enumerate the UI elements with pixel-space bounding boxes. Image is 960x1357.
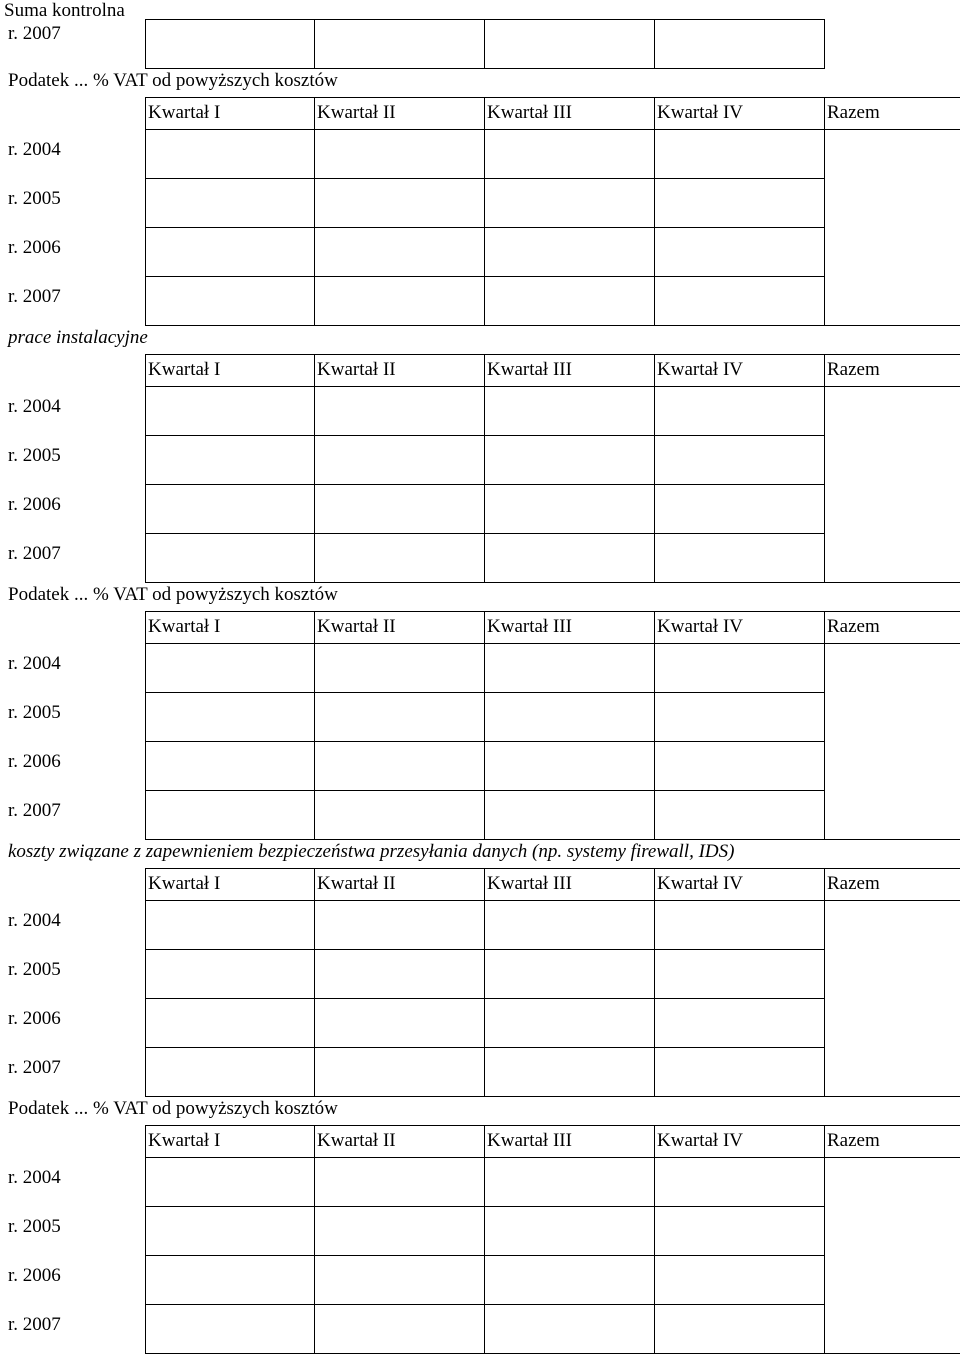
year-label: r. 2004 (8, 396, 61, 417)
table-top-line (145, 354, 960, 355)
column-header-3: Kwartał III (487, 359, 572, 380)
data-cell[interactable] (146, 999, 314, 1047)
data-cell[interactable] (146, 1256, 314, 1304)
year-label: r. 2005 (8, 1216, 61, 1237)
column-header-4: Kwartał IV (657, 359, 743, 380)
row-line (145, 839, 960, 840)
data-cell[interactable] (315, 999, 484, 1047)
data-cell[interactable] (146, 1207, 314, 1255)
data-cell[interactable] (655, 130, 824, 178)
section-title: Podatek ... % VAT od powyższych kosztów (8, 584, 338, 605)
column-header-1: Kwartał I (148, 359, 221, 380)
data-cell[interactable] (315, 644, 484, 692)
data-cell[interactable] (655, 485, 824, 533)
data-cell[interactable] (655, 693, 824, 741)
checksum-cell-q3[interactable] (485, 20, 654, 68)
year-label: r. 2006 (8, 237, 61, 258)
data-cell[interactable] (146, 791, 314, 839)
checksum-cell-q2[interactable] (315, 20, 484, 68)
total-cell[interactable] (825, 644, 960, 839)
year-label: r. 2005 (8, 702, 61, 723)
year-label: r. 2007 (8, 1057, 61, 1078)
column-header-4: Kwartał IV (657, 873, 743, 894)
row-line (145, 582, 960, 583)
data-cell[interactable] (655, 742, 824, 790)
data-cell[interactable] (485, 1305, 654, 1353)
data-cell[interactable] (655, 644, 824, 692)
column-header-5: Razem (827, 873, 880, 894)
year-label: r. 2004 (8, 653, 61, 674)
column-header-1: Kwartał I (148, 1130, 221, 1151)
column-header-3: Kwartał III (487, 616, 572, 637)
data-cell[interactable] (146, 387, 314, 435)
data-cell[interactable] (485, 742, 654, 790)
data-cell[interactable] (655, 950, 824, 998)
section-title: Podatek ... % VAT od powyższych kosztów (8, 1098, 338, 1119)
row-line (145, 325, 960, 326)
year-label: r. 2004 (8, 139, 61, 160)
year-label: r. 2007 (8, 543, 61, 564)
data-cell[interactable] (315, 179, 484, 227)
checksum-divider (824, 19, 825, 69)
data-cell[interactable] (315, 1048, 484, 1096)
year-label: r. 2007 (8, 1314, 61, 1335)
year-label: r. 2006 (8, 494, 61, 515)
data-cell[interactable] (485, 644, 654, 692)
column-header-4: Kwartał IV (657, 1130, 743, 1151)
data-cell[interactable] (315, 228, 484, 276)
data-cell[interactable] (485, 534, 654, 582)
data-cell[interactable] (315, 791, 484, 839)
table-top-line (145, 868, 960, 869)
data-cell[interactable] (315, 1256, 484, 1304)
data-cell[interactable] (655, 387, 824, 435)
data-cell[interactable] (485, 950, 654, 998)
checksum-year-label: r. 2007 (8, 23, 61, 44)
data-cell[interactable] (146, 644, 314, 692)
data-cell[interactable] (315, 901, 484, 949)
data-cell[interactable] (146, 130, 314, 178)
section-title: Podatek ... % VAT od powyższych kosztów (8, 70, 338, 91)
year-label: r. 2006 (8, 751, 61, 772)
data-cell[interactable] (655, 1048, 824, 1096)
data-cell[interactable] (146, 901, 314, 949)
column-header-5: Razem (827, 616, 880, 637)
column-header-5: Razem (827, 1130, 880, 1151)
data-cell[interactable] (485, 1207, 654, 1255)
data-cell[interactable] (485, 436, 654, 484)
data-cell[interactable] (485, 999, 654, 1047)
section-title: prace instalacyjne (8, 327, 148, 348)
data-cell[interactable] (146, 179, 314, 227)
data-cell[interactable] (485, 387, 654, 435)
data-cell[interactable] (146, 693, 314, 741)
data-cell[interactable] (485, 791, 654, 839)
column-header-1: Kwartał I (148, 873, 221, 894)
data-cell[interactable] (485, 693, 654, 741)
data-cell[interactable] (655, 228, 824, 276)
column-header-3: Kwartał III (487, 102, 572, 123)
data-cell[interactable] (315, 950, 484, 998)
year-label: r. 2007 (8, 286, 61, 307)
data-cell[interactable] (315, 693, 484, 741)
data-cell[interactable] (485, 228, 654, 276)
data-cell[interactable] (146, 485, 314, 533)
column-header-2: Kwartał II (317, 1130, 396, 1151)
year-label: r. 2005 (8, 188, 61, 209)
table-top-line (145, 611, 960, 612)
year-label: r. 2005 (8, 445, 61, 466)
data-cell[interactable] (655, 436, 824, 484)
column-header-5: Razem (827, 102, 880, 123)
data-cell[interactable] (315, 387, 484, 435)
year-label: r. 2004 (8, 910, 61, 931)
data-cell[interactable] (315, 1207, 484, 1255)
data-cell[interactable] (146, 534, 314, 582)
total-cell[interactable] (825, 901, 960, 1096)
column-header-1: Kwartał I (148, 102, 221, 123)
data-cell[interactable] (655, 277, 824, 325)
data-cell[interactable] (315, 742, 484, 790)
data-cell[interactable] (485, 1256, 654, 1304)
column-header-1: Kwartał I (148, 616, 221, 637)
total-cell[interactable] (825, 387, 960, 582)
data-cell[interactable] (146, 277, 314, 325)
year-label: r. 2006 (8, 1008, 61, 1029)
data-cell[interactable] (655, 791, 824, 839)
column-header-3: Kwartał III (487, 873, 572, 894)
row-line (145, 1353, 960, 1354)
data-cell[interactable] (655, 179, 824, 227)
data-cell[interactable] (485, 485, 654, 533)
section-title: koszty związane z zapewnieniem bezpieczeństwa przesyłania danych (np. systemy firewall, IDS) (8, 841, 735, 862)
data-cell[interactable] (485, 179, 654, 227)
data-cell[interactable] (315, 277, 484, 325)
total-cell[interactable] (825, 1158, 960, 1353)
year-label: r. 2006 (8, 1265, 61, 1286)
column-header-2: Kwartał II (317, 102, 396, 123)
data-cell[interactable] (485, 277, 654, 325)
data-cell[interactable] (655, 901, 824, 949)
data-cell[interactable] (146, 742, 314, 790)
row-line (145, 1096, 960, 1097)
table-top-line (145, 97, 960, 98)
checksum-title: Suma kontrolna (4, 0, 125, 21)
data-cell[interactable] (315, 485, 484, 533)
data-cell[interactable] (146, 950, 314, 998)
column-header-2: Kwartał II (317, 873, 396, 894)
year-label: r. 2005 (8, 959, 61, 980)
data-cell[interactable] (146, 1305, 314, 1353)
data-cell[interactable] (655, 1158, 824, 1206)
data-cell[interactable] (146, 228, 314, 276)
column-header-2: Kwartał II (317, 359, 396, 380)
data-cell[interactable] (146, 1048, 314, 1096)
data-cell[interactable] (485, 1158, 654, 1206)
column-header-4: Kwartał IV (657, 616, 743, 637)
data-cell[interactable] (315, 130, 484, 178)
data-cell[interactable] (315, 534, 484, 582)
column-header-5: Razem (827, 359, 880, 380)
data-cell[interactable] (655, 534, 824, 582)
year-label: r. 2007 (8, 800, 61, 821)
data-cell[interactable] (146, 436, 314, 484)
year-label: r. 2004 (8, 1167, 61, 1188)
column-header-2: Kwartał II (317, 616, 396, 637)
column-header-4: Kwartał IV (657, 102, 743, 123)
data-cell[interactable] (485, 901, 654, 949)
data-cell[interactable] (315, 1158, 484, 1206)
checksum-cell-q1[interactable] (146, 20, 314, 68)
data-cell[interactable] (485, 130, 654, 178)
data-cell[interactable] (315, 1305, 484, 1353)
data-cell[interactable] (655, 1256, 824, 1304)
data-cell[interactable] (655, 1305, 824, 1353)
data-cell[interactable] (655, 999, 824, 1047)
table-top-line (145, 1125, 960, 1126)
data-cell[interactable] (315, 436, 484, 484)
data-cell[interactable] (655, 1207, 824, 1255)
checksum-cell-q4[interactable] (655, 20, 824, 68)
data-cell[interactable] (485, 1048, 654, 1096)
column-header-3: Kwartał III (487, 1130, 572, 1151)
total-cell[interactable] (825, 130, 960, 325)
checksum-bottom-line (145, 68, 825, 69)
data-cell[interactable] (146, 1158, 314, 1206)
